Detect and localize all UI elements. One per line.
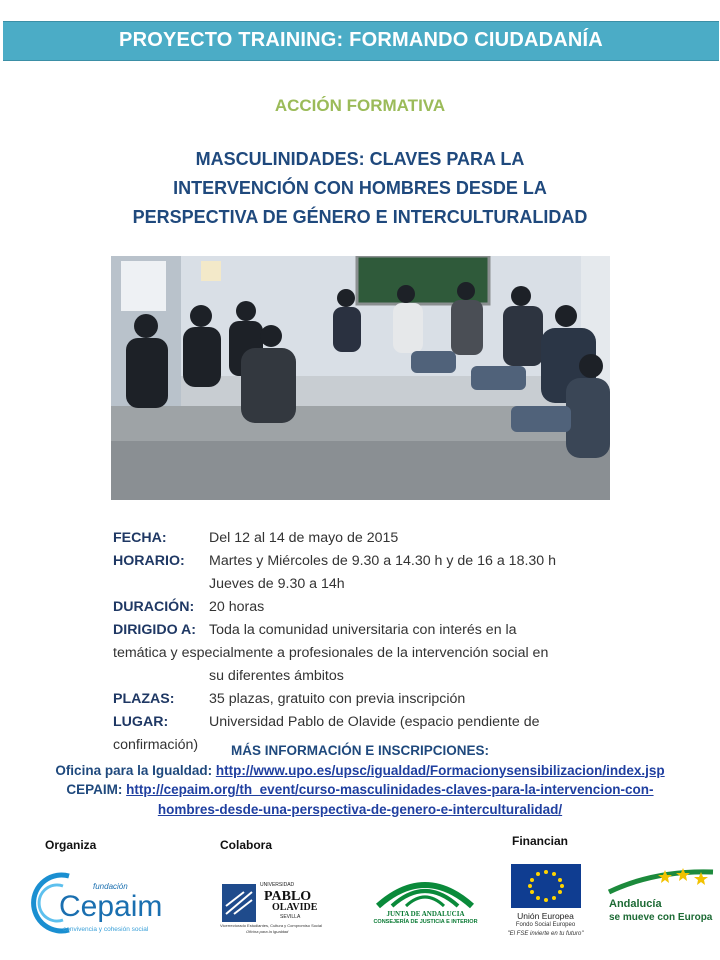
cepaim-label: CEPAIM: — [66, 782, 127, 797]
cepaim-tagline: convivencia y cohesión social — [63, 926, 149, 933]
course-title-line: MASCULINIDADES: CLAVES PARA LA — [195, 149, 525, 169]
cepaim-link[interactable]: http://cepaim.org/th_event/curso-masculinidades-claves-para-la-intervencion-con- — [126, 782, 654, 797]
eu-name: Unión Europea — [517, 911, 574, 921]
course-title-line: PERSPECTIVA DE GÉNERO E INTERCULTURALIDAD — [132, 207, 588, 227]
oficina-link[interactable]: http://www.upo.es/upsc/igualdad/Formacionysensibilizacion/index.jsp — [215, 762, 665, 778]
cepaim-link-2[interactable]: hombres-desde-una-perspectiva-de-genero-e-interculturalidad/ — [157, 801, 563, 817]
oficina-label: Oficina para la Igualdad: — [55, 762, 216, 778]
cepaim-logo — [27, 868, 187, 940]
fecha-value: Del 12 al 14 de mayo de 2015 — [209, 530, 399, 546]
andalucia-line-1: Andalucía — [609, 898, 662, 910]
duracion-value: 20 horas — [209, 599, 265, 615]
junta-sub: CONSEJERÍA DE JUSTICIA E INTERIOR — [373, 919, 478, 925]
cepaim-small-text: fundación — [93, 882, 128, 891]
upo-text-4: SEVILLA — [280, 914, 301, 920]
plazas-label: PLAZAS: — [113, 691, 175, 707]
course-title — [0, 145, 720, 232]
cepaim-line-2 — [0, 800, 720, 820]
lugar-value: Universidad Pablo de Olavide (espacio pendiente de — [209, 714, 540, 730]
cepaim-name: Cepaim — [59, 890, 163, 923]
financian-label: Financian — [512, 834, 569, 848]
junta-logo — [368, 866, 483, 932]
horario-value: Martes y Miércoles de 9.30 a 14.30 h y de 16 a 18.30 h — [209, 553, 557, 569]
dirigido-value: Toda la comunidad universitaria con interés en la — [209, 622, 517, 638]
upo-text-2: PABLO — [264, 889, 312, 904]
duracion-label: DURACIÓN: — [113, 599, 195, 615]
eu-sub: Fondo Social Europeo — [515, 922, 576, 928]
cepaim-line — [0, 780, 720, 800]
upo-sub: Vicerrectorado Estudiantes, Cultura y Compromiso Social — [220, 923, 322, 928]
horario-label: HORARIO: — [113, 553, 185, 569]
upo-text-1: UNIVERSIDAD — [260, 882, 295, 888]
plazas-value: 35 plazas, gratuito con previa inscripción — [209, 691, 466, 707]
info-heading: MÁS INFORMACIÓN E INSCRIPCIONES: — [230, 743, 489, 758]
lugar-label: LUGAR: — [113, 714, 169, 730]
horario-value-2: Jueves de 9.30 a 14h — [209, 576, 345, 592]
more-info — [0, 741, 720, 819]
dirigido-value-2: temática y especialmente a profesionales de la intervención social en — [113, 645, 549, 661]
andalucia-europa-logo — [605, 866, 717, 930]
dirigido-value-3: su diferentes ámbitos — [209, 668, 344, 684]
course-title-line: INTERVENCIÓN CON HOMBRES DESDE LA — [173, 178, 547, 198]
andalucia-line-2: se mueve con Europa — [609, 912, 713, 923]
upo-logo — [220, 880, 345, 940]
title-banner — [3, 21, 719, 61]
upo-sub-2: Oficina para la Igualdad — [246, 929, 289, 934]
project-title: PROYECTO TRAINING: FORMANDO CIUDADANÍA — [119, 29, 603, 51]
section-subheading: ACCIÓN FORMATIVA — [274, 96, 446, 115]
oficina-line — [0, 761, 720, 781]
fecha-label: FECHA: — [113, 530, 167, 546]
upo-text-3: OLAVIDE — [272, 902, 318, 913]
organiza-label: Organiza — [45, 838, 97, 852]
lugar-value-2: confirmación) — [113, 737, 199, 753]
dirigido-label: DIRIGIDO A: — [113, 622, 197, 638]
colabora-label: Colabora — [220, 838, 273, 852]
eu-logo — [493, 864, 598, 944]
eu-motto: "El FSE invierte en tu futuro" — [507, 931, 584, 937]
group-session-photo — [111, 256, 610, 500]
junta-name: JUNTA DE ANDALUCIA — [386, 910, 465, 918]
